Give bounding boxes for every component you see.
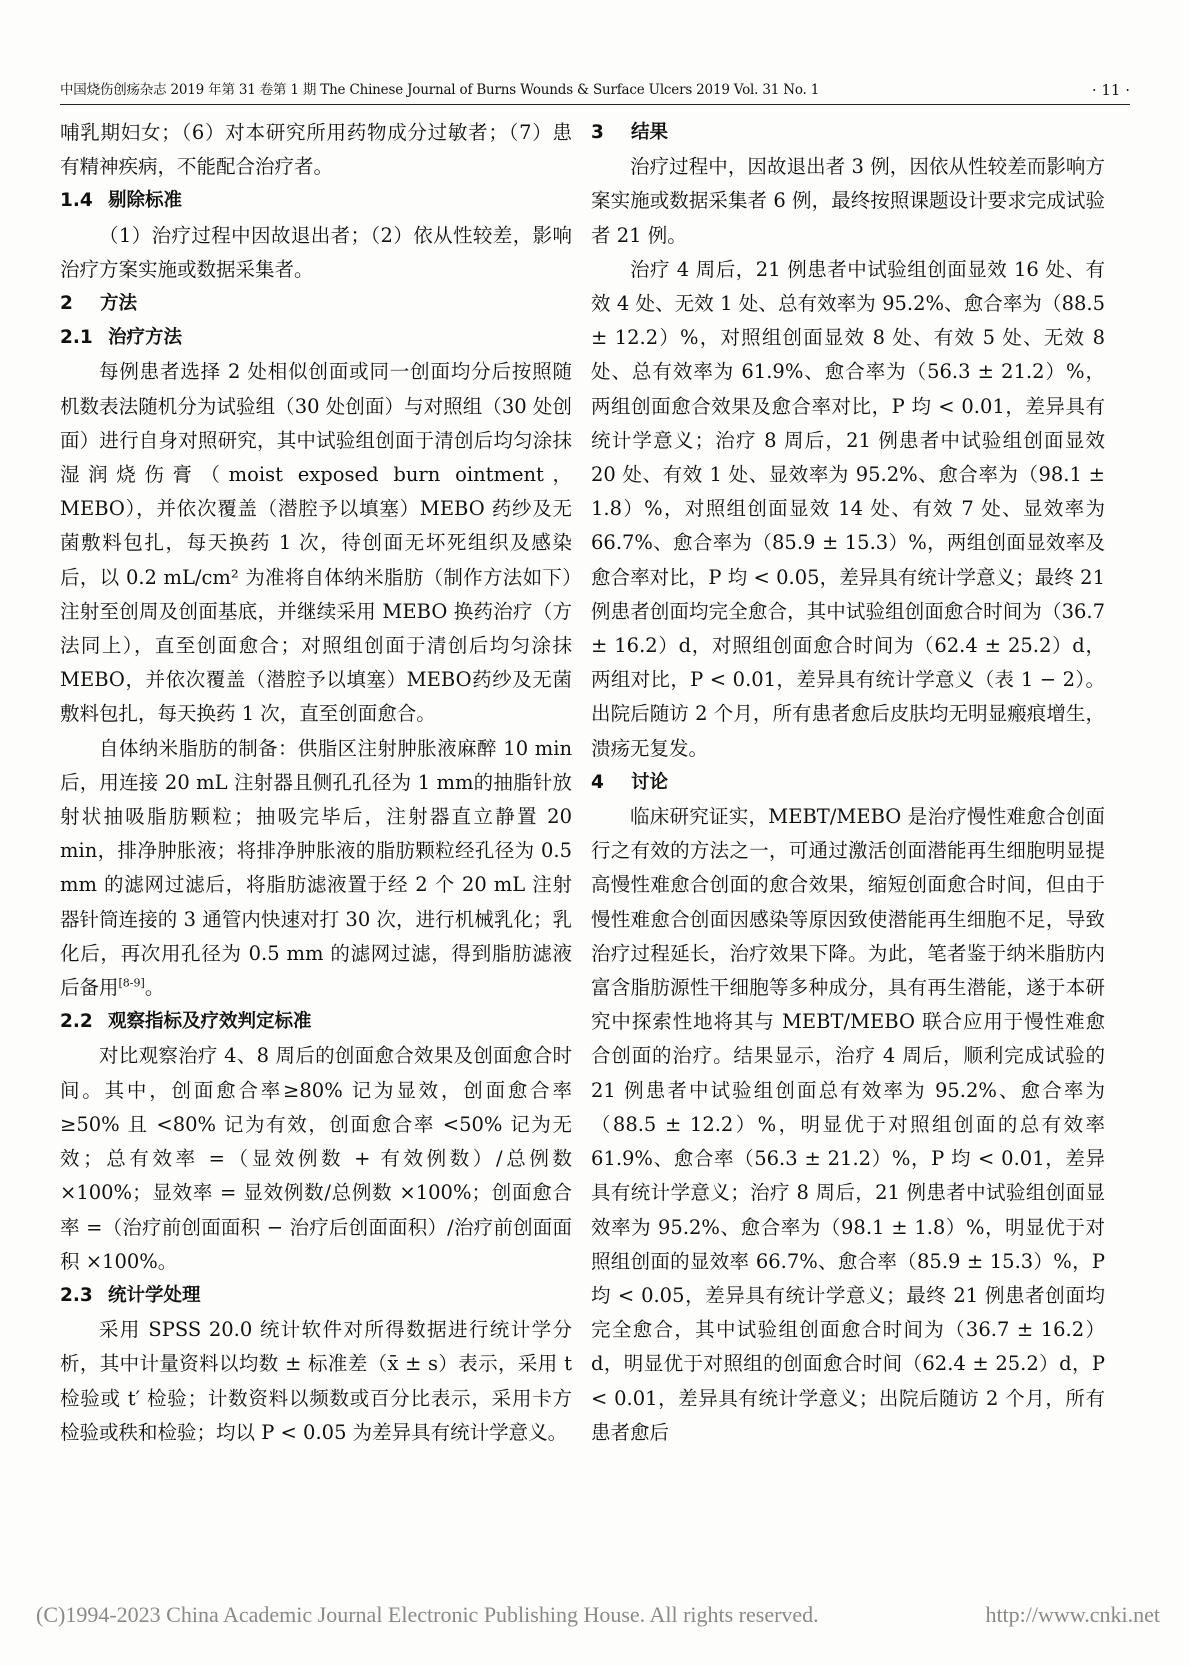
section-title: 观察指标及疗效判定标准 [108, 1011, 312, 1033]
section-title: 方法 [100, 293, 138, 315]
section-title: 结果 [631, 122, 669, 143]
section-title: 讨论 [631, 771, 669, 793]
section-number: 3 [591, 122, 604, 143]
section-heading-1-4 [60, 184, 572, 218]
cnki-url-link[interactable]: http://www.cnki.net [985, 1602, 1160, 1627]
paragraph: 临床研究证实，MEBT/MEBO 是治疗慢性难愈合创面行之有效的方法之一，可通过激活创面潜能再生细胞明显提高慢性难愈合创面的愈合效果，缩短创面愈合时间，但由于慢性难愈合创面因感染等原因致使潜能再生细胞不足，导致治疗过程延长，治疗效果下降。为此，笔者鉴于纳米脂肪内富含脂肪源性干细胞等多种成分，具有再生潜能，遂于本研究中探索性地将其与 MEBT/MEBO 联合应用于慢性难愈合创面的治疗。结果显示，治疗 4 周后，顺利完成试验的 21 例患者中试验组创面总有效率为 95.2%、愈合率为（88.5 ± 12.2）%，明显优于对照组创面的总有效率 61.9%、愈合率（56.3 ± 21.2）%，P 均 < 0.01，差异具有统计学意义；治疗 8 周后，21 例患者中试验组创面显效率为 95.2%、愈合率为（98.1 ± 1.8）%，明显优于对照组创面的显效率 66.7%、愈合率（85.9 ± 15.3）%，P 均 < 0.05，差异具有统计学意义；最终 21 例患者创面均完全愈合，其中试验组创面愈合时间为（36.7 ± 16.2）d，明显优于对照组的创面愈合时间（62.4 ± 25.2）d，P < 0.01，差异具有统计学意义；出院后随访 2 个月，所有患者愈后 [591, 805, 1105, 1444]
paragraph-end: 。 [144, 976, 165, 1000]
page-number: · 11 · [1091, 81, 1130, 99]
section-heading-2 [60, 287, 572, 321]
section-heading-3 [591, 116, 1105, 150]
section-title: 统计学处理 [108, 1284, 201, 1306]
section-heading-4 [591, 766, 1105, 800]
copyright-text: (C)1994-2023 China Academic Journal Electronic Publishing House. All rights reserved. [36, 1602, 819, 1627]
section-heading-2-3 [60, 1279, 572, 1313]
paragraph: 每例患者选择 2 处相似创面或同一创面均分后按照随机数表法随机分为试验组（30 处创面）与对照组（30 处创面）进行自身对照研究，其中试验组创面于清创后均匀涂抹湿润烧伤膏（moist exposed burn ointment，MEBO），并依次覆盖（潜腔予以填塞）MEBO 药纱及无菌敷料包扎，每天换药 1 次，待创面无坏死组织及感染后，以 0.2 mL/cm² 为准将自体纳米脂肪（制作方法如下）注射至创周及创面基底，并继续采用 MEBO 换药治疗（方法同上），直至创面愈合；对照组创面于清创后均匀涂抹 MEBO，并依次覆盖（潜腔予以填塞）MEBO药纱及无菌敷料包扎，每天换药 1 次，直至创面愈合。 [60, 360, 572, 726]
section-title: 剔除标准 [108, 190, 183, 212]
section-heading-2-2 [60, 1005, 572, 1039]
paragraph: （1）治疗过程中因故退出者；（2）依从性较差，影响治疗方案实施或数据采集者。 [60, 223, 572, 281]
section-number: 1.4 [60, 190, 93, 212]
right-column [591, 116, 1105, 1450]
section-title: 治疗方法 [108, 327, 183, 349]
header-rule [60, 104, 1130, 105]
section-number: 4 [591, 771, 604, 793]
section-number: 2.3 [60, 1284, 93, 1306]
section-number: 2 [60, 293, 73, 315]
paragraph: 治疗过程中，因故退出者 3 例，因依从性较差而影响方案实施或数据采集者 6 例，最终按照课题设计要求完成试验者 21 例。 [591, 155, 1105, 247]
citation-reference: [8-9] [118, 976, 145, 990]
running-header [60, 78, 1130, 102]
paragraph: 对比观察治疗 4、8 周后的创面愈合效果及创面愈合时间。其中，创面愈合率≥80% 记为显效，创面愈合率≥50% 且 <80% 记为有效，创面愈合率 <50% 记为无效；总有效率 =（显效例数 + 有效例数）/总例数 ×100%；显效率 = 显效例数/总例数 ×100%；创面愈合率 =（治疗前创面面积 − 治疗后创面面积）/治疗前创面面积 ×100%。 [60, 1044, 572, 1273]
paragraph: 哺乳期妇女；（6）对本研究所用药物成分过敏者；（7）患有精神疾病，不能配合治疗者。 [60, 121, 572, 179]
left-column [60, 116, 572, 1450]
paragraph: 采用 SPSS 20.0 统计软件对所得数据进行统计学分析，其中计量资料以均数 ± 标准差（x̄ ± s）表示，采用 t 检验或 t′ 检验；计数资料以频数或百分比表示，采用卡方检验或秩和检验；均以 P < 0.05 为差异具有统计学意义。 [60, 1318, 572, 1444]
paragraph-text: 自体纳米脂肪的制备：供脂区注射肿胀液麻醉 10 min 后，用连接 20 mL 注射器且侧孔孔径为 1 mm的抽脂针放射状抽吸脂肪颗粒；抽吸完毕后，注射器直立静置 20 min，排净肿胀液；将排净肿胀液的脂肪颗粒经孔径为 0.5 mm 的滤网过滤后，将脂肪滤液置于经 2 个 20 mL 注射器针筒连接的 3 通管内快速对打 30 次，进行机械乳化；乳化后，再次用孔径为 0.5 mm 的滤网过滤，得到脂肪滤液后备用 [60, 736, 572, 1000]
section-number: 2.2 [60, 1011, 93, 1033]
paragraph: 治疗 4 周后，21 例患者中试验组创面显效 16 处、有效 4 处、无效 1 处、总有效率为 95.2%、愈合率为（88.5 ± 12.2）%，对照组创面显效 8 处、有效 5 处、无效 8 处、总有效率为 61.9%、愈合率为（56.3 ± 21.2）%，两组创面愈合效果及愈合率对比，P 均 < 0.01，差异具有统计学意义；治疗 8 周后，21 例患者中试验组创面显效 20 处、有效 1 处、显效率为 95.2%、愈合率为（98.1 ± 1.8）%，对照组创面显效 14 处、有效 7 处、显效率为 66.7%、愈合率为（85.9 ± 15.3）%，两组创面显效率及愈合率对比，P 均 < 0.05，差异具有统计学意义；最终 21 例患者创面均完全愈合，其中试验组创面愈合时间为（36.7 ± 16.2）d，对照组创面愈合时间为（62.4 ± 25.2）d，两组对比，P < 0.01，差异具有统计学意义（表 1 − 2）。出院后随访 2 个月，所有患者愈后皮肤均无明显瘢痕增生，溃疡无复发。 [591, 257, 1105, 760]
journal-header-text: 中国烧伤创疡杂志 2019 年第 31 卷第 1 期 The Chinese Journal of Burns Wounds & Surface Ulcers 2019 Vol. 31 No. 1 [60, 82, 820, 98]
section-number: 2.1 [60, 327, 93, 349]
paragraph-nanofat-preparation [60, 732, 572, 1006]
section-heading-2-1 [60, 321, 572, 355]
